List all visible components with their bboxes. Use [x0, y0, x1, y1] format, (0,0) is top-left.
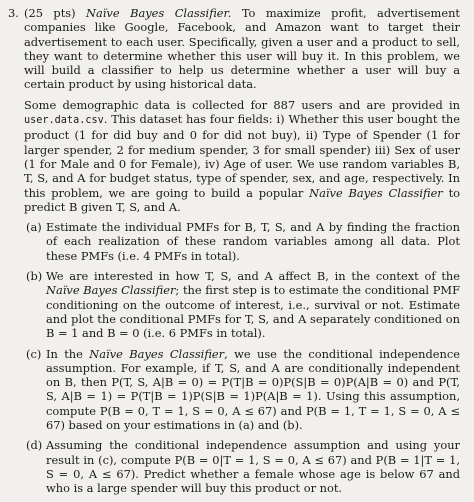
data-desc-before-file: Some demographic data is collected for 887 users and are provided in — [24, 97, 460, 112]
problem-body — [24, 6, 460, 502]
intro-text: To maximize profit, advertisement companies like Google, Facebook, and Amazon want to target their advertisement to each user. Specifically, given a user and a product to sell, they want to determine whether this user will buy it. In this problem, we will build a classifier to help us determine whether a user will buy a certain product by using historical data. — [24, 6, 460, 92]
part-text: Assuming the conditional independence assumption and using your result in (c), compute P(B = 0|T = 1, S = 0, A ≤ 67) and P(B = 1|T = 1, S = 0, A ≤ 67). Predict whether a female whose age is below 67 and who is a large spender will buy this product or not. — [46, 438, 460, 496]
problem-title: Naïve Bayes Classifier. — [86, 6, 232, 20]
part-label: (b) — [26, 269, 43, 284]
part-c-nb: Naïve Bayes Classifier — [89, 346, 225, 361]
parts-list — [24, 220, 460, 495]
part-b-text-1: We are interested in how T, S, and A affect B, in the context of the — [46, 269, 460, 284]
part-label: (d) — [26, 438, 43, 453]
problem-3 — [8, 6, 460, 502]
part-label: (a) — [26, 220, 42, 235]
part-c-text-2: , we use the conditional independence assumption. For example, if T, S, and A are conditionally independent on B, then P(T, S, A|B = 0) = P(T|B = 0)P(S|B = 0)P(A|B = 0) and P(T, S, A|B = 1) = P(T|B = 1)P(S|B = 1)P(A|B = 1). Using this assumption, compute P(B = 0, T = 1, S = 0, A ≤ 67) and P(B = 1, T = 1, S = 0, A ≤ 67) based on your estimations in (a) and (b). — [46, 346, 460, 433]
part-d — [24, 438, 460, 495]
part-b — [24, 269, 460, 340]
part-label: (c) — [26, 346, 42, 361]
file-name: user.data.csv — [24, 115, 104, 127]
part-c-text-1: In the — [46, 346, 83, 361]
part-text — [46, 347, 460, 433]
part-text — [46, 269, 460, 340]
data-desc-nb: Naïve Bayes Classifier — [309, 185, 443, 200]
part-b-text-2: ; the first step is to estimate the conditional PMF conditioning on the outcome of interest, i.e., survival or not. Estimate and plot the conditional PMFs for T, S, and A separately conditioned on B = 1 and B = 0 (i.e. 6 PMFs in total). — [46, 283, 460, 341]
part-a — [24, 220, 460, 263]
data-desc-end: to predict B given T, S, and A. — [24, 185, 460, 214]
intro-paragraph — [24, 6, 460, 92]
problem-points: (25 pts) — [24, 6, 76, 20]
problem-number: 3. — [8, 6, 19, 20]
part-text: Estimate the individual PMFs for B, T, S, and A by finding the fraction of each realization of these random variables among all data. Plot these PMFs (i.e. 4 PMFs in total). — [46, 220, 460, 263]
part-c — [24, 347, 460, 433]
data-description-paragraph — [24, 98, 460, 214]
data-desc-after-file: . This dataset has four fields: i) Whether this user bought the product (1 for did buy and 0 for did not buy), ii) Type of Spender (1 for larger spender, 2 for medium spender, 3 for small spender) iii) Sex of user (1 for Male and 0 for Female), iv) Age of user. We use random variables B, T, S, and A for budget status, type of spender, sex, and age, respectively. In this problem, we are going to build a popular — [24, 112, 460, 200]
part-b-nb: Naïve Bayes Classifier — [46, 283, 176, 298]
